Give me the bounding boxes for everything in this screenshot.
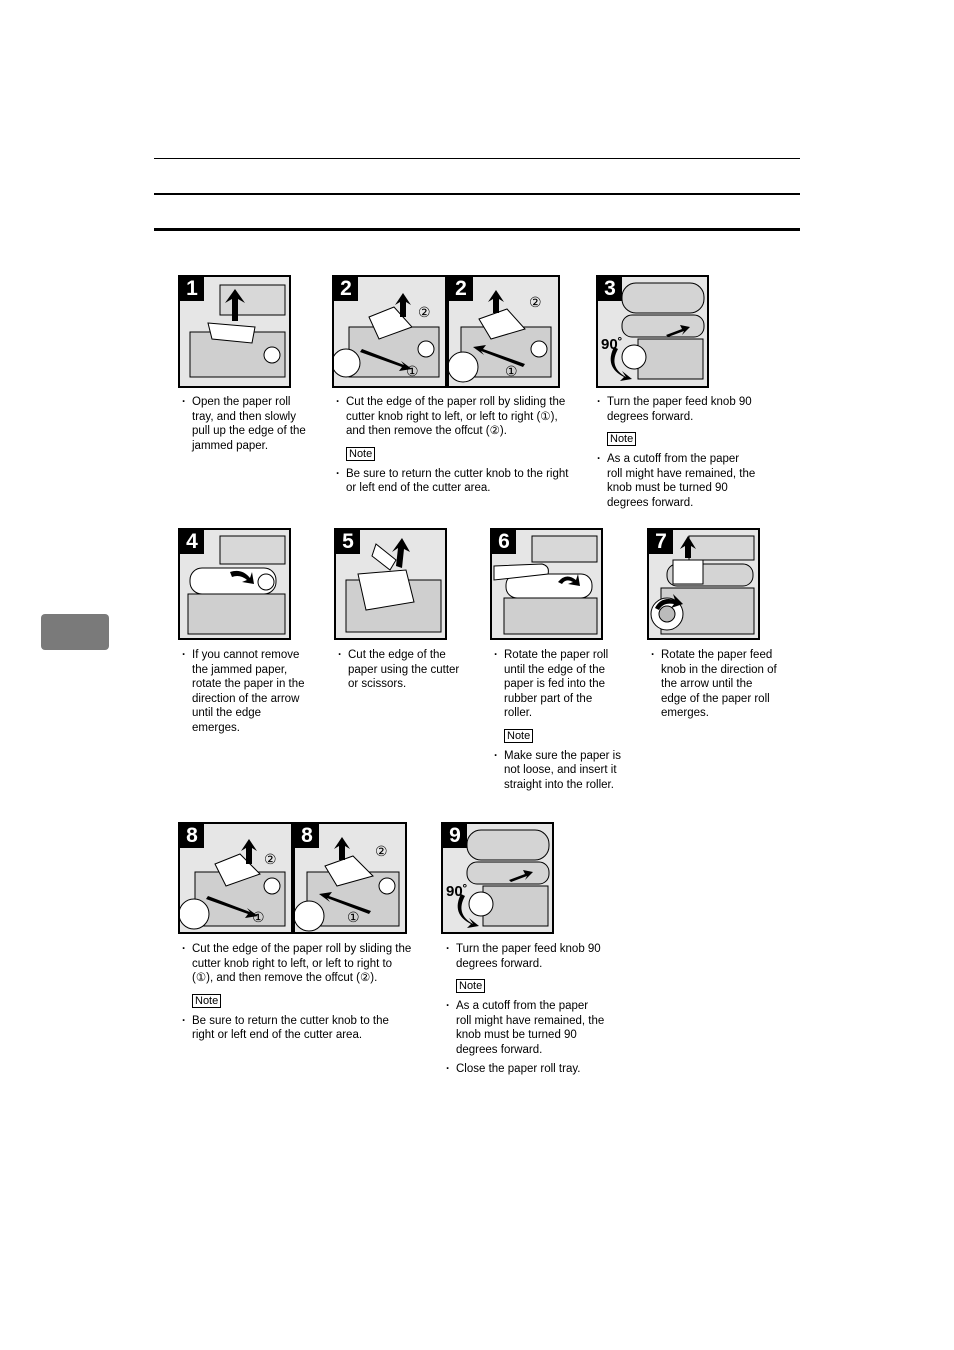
step-6-text (494, 648, 622, 797)
step-7-text (651, 648, 781, 726)
step-1-illustration (178, 275, 291, 388)
step-3-text (597, 395, 757, 515)
step-4-text (182, 648, 310, 740)
step-8-note: · Be sure to return the cutter knob to the right or left end of the cutter area. (182, 1014, 414, 1043)
step-2-note-label: Note (346, 447, 375, 461)
step-1-instruction: · Open the paper roll tray, and then slowly pull up the edge of the jammed paper. (182, 395, 310, 453)
chapter-side-tab (41, 614, 109, 650)
step-5-instruction: · Cut the edge of the paper using the cutter or scissors. (338, 648, 463, 692)
step-4-instruction: · If you cannot remove the jammed paper, rotate the paper in the direction of the arrow until the edge emerges. (182, 648, 310, 735)
step-2b-callout-2: ② (529, 294, 542, 310)
step-2a-callout-2: ② (418, 304, 431, 320)
step-2-note: · Be sure to return the cutter knob to the right or left end of the cutter area. (336, 467, 571, 496)
step-4-number: 4 (180, 530, 204, 554)
step-9-extra-instruction: · Close the paper roll tray. (446, 1062, 606, 1077)
step-8b-callout-1: ① (347, 909, 360, 925)
step-2b-illustration (447, 275, 560, 388)
step-4-illustration (178, 528, 291, 640)
step-3-note: · As a cutoff from the paper roll might have remained, the knob must be turned 90 degrees forward. (597, 452, 757, 510)
step-9-angle-label: 90˚ (446, 883, 468, 900)
step-9-text (446, 942, 606, 1082)
step-5-illustration (334, 528, 447, 640)
step-8-instruction: · Cut the edge of the paper roll by sliding the cutter knob right to left, or left to right to (①), and then remove the offcut (②). (182, 942, 414, 986)
step-3-number: 3 (598, 277, 622, 301)
step-7-illustration (647, 528, 760, 640)
step-2b-callout-1: ① (505, 363, 518, 379)
step-9-illustration (441, 822, 554, 934)
step-8b-number: 8 (295, 824, 319, 848)
step-9-note: · As a cutoff from the paper roll might have remained, the knob must be turned 90 degrees forward. (446, 999, 606, 1057)
step-1-text (182, 395, 310, 458)
step-6-number: 6 (492, 530, 516, 554)
step-2-text (336, 395, 571, 501)
step-6-illustration (490, 528, 603, 640)
step-9-instruction: · Turn the paper feed knob 90 degrees forward. (446, 942, 606, 971)
step-2a-number: 2 (334, 277, 358, 301)
step-5-number: 5 (336, 530, 360, 554)
header-rule-thick (154, 228, 800, 231)
step-8a-callout-1: ① (252, 909, 265, 925)
step-9-number: 9 (443, 824, 467, 848)
header-rule-mid (154, 193, 800, 195)
step-6-note-label: Note (504, 729, 533, 743)
step-8b-illustration (293, 822, 407, 934)
step-2b-number: 2 (449, 277, 473, 301)
step-6-note: · Make sure the paper is not loose, and insert it straight into the roller. (494, 749, 622, 793)
header-rule-thin (154, 158, 800, 159)
step-8a-callout-2: ② (264, 851, 277, 867)
step-7-number: 7 (649, 530, 673, 554)
step-9-note-label: Note (456, 979, 485, 993)
step-3-illustration (596, 275, 709, 388)
step-8a-number: 8 (180, 824, 204, 848)
step-6-instruction: · Rotate the paper roll until the edge of the paper is fed into the rubber part of the roller. (494, 648, 622, 721)
step-8-text (182, 942, 414, 1048)
step-2-instruction: · Cut the edge of the paper roll by sliding the cutter knob right to left, or left to right (①), and then remove the offcut (②). (336, 395, 571, 439)
step-3-angle-label: 90˚ (601, 336, 623, 353)
step-2a-callout-1: ① (406, 363, 419, 379)
step-3-note-label: Note (607, 432, 636, 446)
step-8-note-label: Note (192, 994, 221, 1008)
step-5-text (338, 648, 463, 697)
step-1-number: 1 (180, 277, 204, 301)
step-3-instruction: · Turn the paper feed knob 90 degrees forward. (597, 395, 757, 424)
step-7-instruction: · Rotate the paper feed knob in the direction of the arrow until the edge of the paper roll emerges. (651, 648, 781, 721)
step-2a-illustration (332, 275, 447, 388)
step-8b-callout-2: ② (375, 843, 388, 859)
step-8a-illustration (178, 822, 293, 934)
